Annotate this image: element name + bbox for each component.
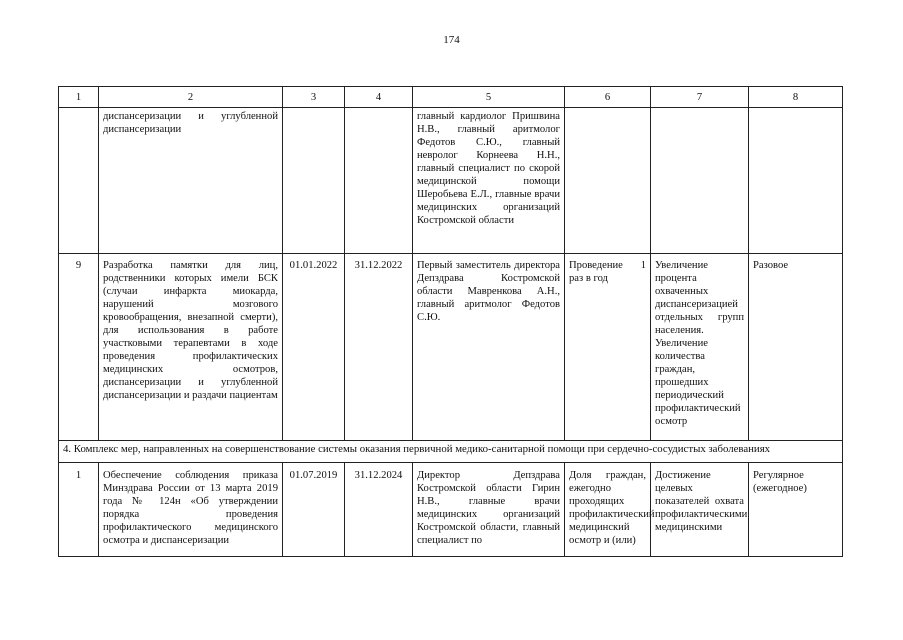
cell-result: Достижение целевых показателей охвата профилактическими медицинскими (651, 463, 749, 557)
cell-responsible: Первый заместитель директора Депздрава Костромской области Мавренкова А.Н., главный аритмолог Федотов С.Ю. (413, 254, 565, 441)
table-row-continued (59, 108, 843, 254)
section-heading: 4. Комплекс мер, направленных на совершенствование системы оказания первичной медико-санитарной помощи при сердечно-сосудистых заболеваниях (59, 441, 843, 463)
cell-end-date (345, 108, 413, 254)
section-heading-row (59, 441, 843, 463)
header-cell: 2 (99, 87, 283, 108)
cell-responsible: главный кардиолог Пришвина Н.В., главный аритмолог Федотов С.Ю., главный невролог Корнеева Н.Н., главный специалист по скорой медицинской помощи Шеробьева Е.Л., главные врачи медицинских организаций Костромской области (413, 108, 565, 254)
cell-start-date: 01.07.2019 (283, 463, 345, 557)
table-row-9 (59, 254, 843, 441)
cell-frequency: Разовое (749, 254, 843, 441)
cell-activity: Разработка памятки для лиц, родственники которых имели БСК (случаи инфаркта миокарда, нарушений мозгового кровообращения, внезапной смерти), для использования в работе участковыми терапевтами в ходе проведения профилактических медицинских осмотров, диспансеризации и углубленной диспансеризации и раздачи пациентам (99, 254, 283, 441)
header-cell: 1 (59, 87, 99, 108)
header-cell: 8 (749, 87, 843, 108)
table-header-row (59, 87, 843, 108)
header-cell: 5 (413, 87, 565, 108)
cell-frequency (749, 108, 843, 254)
cell-result: Увеличение процента охваченных диспансеризацией отдельных групп населения. Увеличение количества граждан, прошедших периодический профилактический осмотр (651, 254, 749, 441)
cell-indicator: Доля граждан, ежегодно проходящих профилактический медицинский осмотр и (или) (565, 463, 651, 557)
cell-start-date: 01.01.2022 (283, 254, 345, 441)
page-number: 174 (443, 34, 460, 46)
activity-plan-table (58, 86, 843, 557)
header-cell: 6 (565, 87, 651, 108)
header-cell: 7 (651, 87, 749, 108)
cell-activity: Обеспечение соблюдения приказа Минздрава России от 13 марта 2019 года № 124н «Об утверждении порядка проведения профилактического медицинского осмотра и диспансеризации (99, 463, 283, 557)
cell-frequency: Регулярное (ежегодное) (749, 463, 843, 557)
cell-number: 9 (59, 254, 99, 441)
header-cell: 4 (345, 87, 413, 108)
cell-activity: диспансеризации и углубленной диспансеризации (99, 108, 283, 254)
cell-indicator (565, 108, 651, 254)
cell-indicator: Проведение 1 раз в год (565, 254, 651, 441)
cell-end-date: 31.12.2022 (345, 254, 413, 441)
cell-result (651, 108, 749, 254)
table-row-1 (59, 463, 843, 557)
cell-number: 1 (59, 463, 99, 557)
header-cell: 3 (283, 87, 345, 108)
cell-start-date (283, 108, 345, 254)
cell-number (59, 108, 99, 254)
cell-end-date: 31.12.2024 (345, 463, 413, 557)
cell-responsible: Директор Депздрава Костромской области Гирин Н.В., главные врачи медицинских организаций Костромской области, главный специалист по (413, 463, 565, 557)
